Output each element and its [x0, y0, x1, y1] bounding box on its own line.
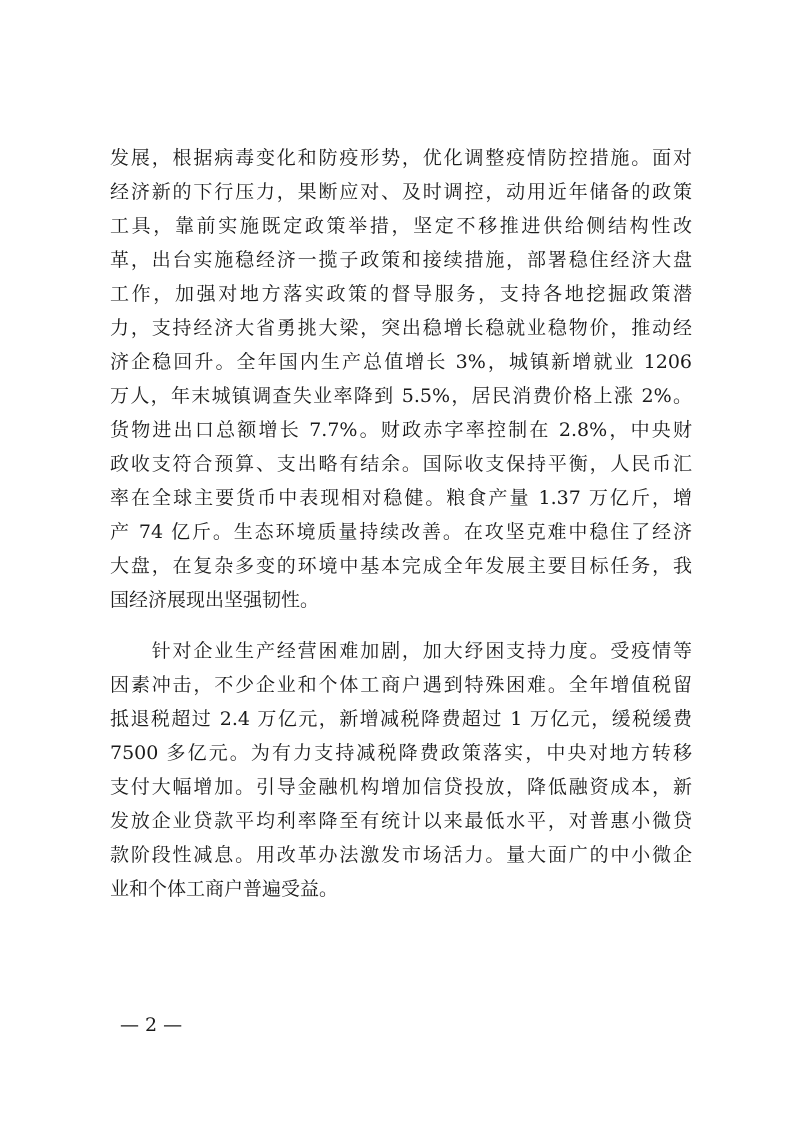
paragraph-1-line: 发展，根据病毒变化和防疫形势，优化调整疫情防控措施。面对	[110, 147, 692, 169]
paragraph-1-line: 大盘，在复杂多变的环境中基本完成全年发展主要目标任务，我	[110, 555, 692, 577]
paragraph-2-line: 针对企业生产经营困难加剧，加大纾困支持力度。受疫情等	[110, 640, 692, 662]
paragraph-2-line: 7500 多亿元。为有力支持减税降费政策落实，中央对地方转移	[110, 742, 692, 764]
paragraph-1-line: 革，出台实施稳经济一揽子政策和接续措施，部署稳住经济大盘	[110, 249, 692, 271]
paragraph-1-line: 货物进出口总额增长 7.7%。财政赤字率控制在 2.8%，中央财	[110, 419, 692, 441]
paragraph-1-line: 国经济展现出坚强韧性。	[110, 589, 320, 611]
paragraph-1-line: 万人，年末城镇调查失业率降到 5.5%，居民消费价格上涨 2%。	[110, 385, 692, 407]
paragraph-2-line: 款阶段性减息。用改革办法激发市场活力。量大面广的中小微企	[110, 844, 692, 866]
paragraph-2-line: 抵退税超过 2.4 万亿元，新增减税降费超过 1 万亿元，缓税缓费	[110, 708, 692, 730]
paragraph-1-line: 工作，加强对地方落实政策的督导服务，支持各地挖掘政策潜	[110, 283, 692, 305]
paragraph-1-line: 济企稳回升。全年国内生产总值增长 3%，城镇新增就业 1206	[110, 351, 692, 373]
paragraph-1-line: 力，支持经济大省勇挑大梁，突出稳增长稳就业稳物价，推动经	[110, 317, 692, 339]
paragraph-1-line: 经济新的下行压力，果断应对、及时调控，动用近年储备的政策	[110, 181, 692, 203]
paragraph-1-line: 政收支符合预算、支出略有结余。国际收支保持平衡，人民币汇	[110, 453, 692, 475]
paragraph-1-line: 工具，靠前实施既定政策举措，坚定不移推进供给侧结构性改	[110, 215, 692, 237]
page-number: — 2 —	[120, 1014, 183, 1036]
paragraph-1-line: 率在全球主要货币中表现相对稳健。粮食产量 1.37 万亿斤，增	[110, 487, 692, 509]
body-text	[110, 141, 692, 906]
paragraph-gap	[110, 617, 692, 634]
paragraph-2-line: 支付大幅增加。引导金融机构增加信贷投放，降低融资成本，新	[110, 776, 692, 798]
paragraph-2-line: 发放企业贷款平均利率降至有统计以来最低水平，对普惠小微贷	[110, 810, 692, 832]
paragraph-2-line: 业和个体工商户普遍受益。	[110, 878, 339, 900]
paragraph-2-line: 因素冲击，不少企业和个体工商户遇到特殊困难。全年增值税留	[110, 674, 692, 696]
paragraph-1-line: 产 74 亿斤。生态环境质量持续改善。在攻坚克难中稳住了经济	[110, 521, 692, 543]
